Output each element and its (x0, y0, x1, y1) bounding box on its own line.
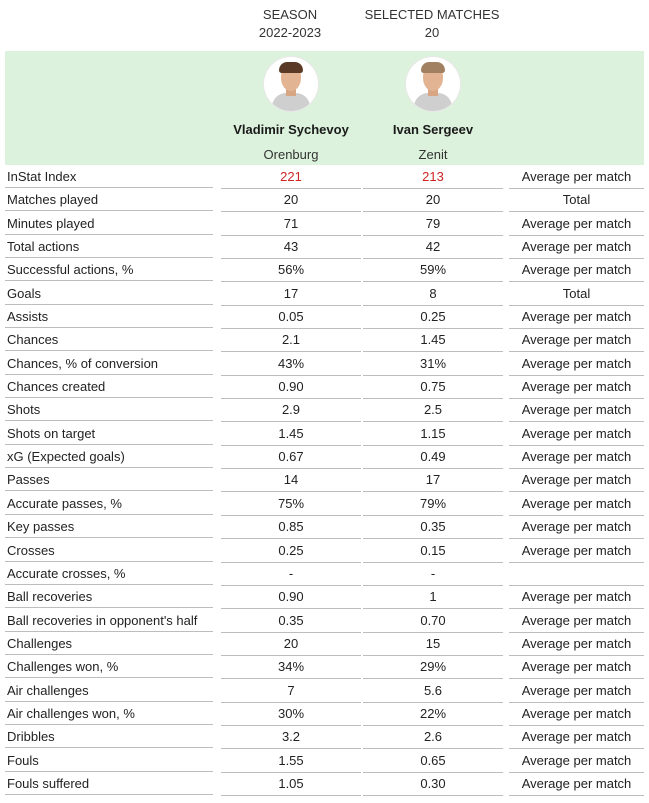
stat-type: Average per match (509, 166, 644, 189)
player-2-value: 1.15 (363, 423, 503, 446)
stat-label: Chances created (5, 376, 213, 398)
player-2-value: 2.6 (363, 726, 503, 749)
player-team: Orenburg (263, 147, 319, 162)
stat-label: Goals (5, 283, 213, 305)
stat-label: Challenges won, % (5, 656, 213, 678)
season-label (224, 6, 356, 42)
player-2-value: 79 (363, 213, 503, 236)
stat-type: Total (509, 189, 644, 212)
player-2-value: 15 (363, 633, 503, 656)
stat-type (509, 563, 644, 586)
player-2-value: 0.25 (363, 306, 503, 329)
player-card-1 (226, 51, 356, 163)
stat-label: Accurate passes, % (5, 493, 213, 515)
player-1-value: 0.90 (221, 586, 361, 609)
table-row (0, 259, 649, 282)
player-1-value: 0.67 (221, 446, 361, 469)
table-row (0, 703, 649, 726)
stat-type: Average per match (509, 703, 644, 726)
player-1-value: 17 (221, 283, 361, 306)
table-row (0, 563, 649, 586)
player-1-value: 34% (221, 656, 361, 679)
table-row (0, 586, 649, 609)
stat-label: Challenges (5, 633, 213, 655)
player-1-value: 1.45 (221, 423, 361, 446)
table-row (0, 423, 649, 446)
stat-label: Ball recoveries in opponent's half (5, 610, 213, 632)
stats-table (0, 166, 649, 796)
season-title: SEASON (262, 7, 318, 22)
player-2-value: 0.65 (363, 750, 503, 773)
avatar (264, 57, 318, 111)
table-row (0, 376, 649, 399)
stat-type: Average per match (509, 540, 644, 563)
player-1-value: 0.85 (221, 516, 361, 539)
stat-label: xG (Expected goals) (5, 446, 213, 468)
stat-label: Minutes played (5, 213, 213, 235)
player-2-value: 0.30 (363, 773, 503, 796)
player-2-value: 0.35 (363, 516, 503, 539)
player-1-value: 0.90 (221, 376, 361, 399)
player-1-value: 0.35 (221, 610, 361, 633)
selected-matches-count: 20 (424, 25, 440, 40)
stat-label: Air challenges (5, 680, 213, 702)
stat-label: Key passes (5, 516, 213, 538)
table-row (0, 773, 649, 796)
table-row (0, 726, 649, 749)
player-1-value: 2.9 (221, 399, 361, 422)
player-1-value: 71 (221, 213, 361, 236)
stat-label: Shots (5, 399, 213, 421)
stat-label: Air challenges won, % (5, 703, 213, 725)
stat-label: Assists (5, 306, 213, 328)
player-1-value: 3.2 (221, 726, 361, 749)
stat-type: Average per match (509, 423, 644, 446)
player-1-value: - (221, 563, 361, 586)
player-1-value: 43 (221, 236, 361, 259)
table-row (0, 610, 649, 633)
table-row (0, 353, 649, 376)
stat-type: Average per match (509, 656, 644, 679)
table-row (0, 633, 649, 656)
player-2-value: 22% (363, 703, 503, 726)
player-2-value: 5.6 (363, 680, 503, 703)
table-row (0, 680, 649, 703)
stat-label: Dribbles (5, 726, 213, 748)
table-row (0, 283, 649, 306)
table-row (0, 213, 649, 236)
player-1-value: 0.05 (221, 306, 361, 329)
player-1-value: 20 (221, 189, 361, 212)
selected-matches-title: SELECTED MATCHES (364, 7, 500, 22)
player-2-value: 29% (363, 656, 503, 679)
player-1-value: 0.25 (221, 540, 361, 563)
player-2-value: 2.5 (363, 399, 503, 422)
stat-type: Average per match (509, 750, 644, 773)
stat-type: Average per match (509, 259, 644, 282)
table-row (0, 166, 649, 189)
stat-label: Passes (5, 469, 213, 491)
stat-type: Average per match (509, 399, 644, 422)
stat-type: Average per match (509, 353, 644, 376)
stat-type: Average per match (509, 376, 644, 399)
player-1-value: 43% (221, 353, 361, 376)
player-2-value: 213 (363, 166, 503, 189)
stat-label: InStat Index (5, 166, 213, 188)
player-1-value: 1.55 (221, 750, 361, 773)
player-2-value: 1.45 (363, 329, 503, 352)
stat-label: Shots on target (5, 423, 213, 445)
stat-label: Total actions (5, 236, 213, 258)
table-row (0, 540, 649, 563)
table-row (0, 306, 649, 329)
stat-type: Average per match (509, 680, 644, 703)
table-row (0, 236, 649, 259)
player-name: Vladimir Sychevoy (233, 122, 349, 137)
stat-label: Successful actions, % (5, 259, 213, 281)
player-2-value: 0.15 (363, 540, 503, 563)
stat-type: Average per match (509, 236, 644, 259)
player-1-value: 1.05 (221, 773, 361, 796)
stat-type: Average per match (509, 633, 644, 656)
player-1-value: 221 (221, 166, 361, 189)
stat-type: Average per match (509, 493, 644, 516)
player-1-value: 56% (221, 259, 361, 282)
table-row (0, 446, 649, 469)
stat-type: Total (509, 283, 644, 306)
table-row (0, 469, 649, 492)
stat-type: Average per match (509, 516, 644, 539)
player-1-value: 2.1 (221, 329, 361, 352)
player-1-value: 14 (221, 469, 361, 492)
stat-label: Fouls (5, 750, 213, 772)
player-1-value: 7 (221, 680, 361, 703)
player-2-value: 31% (363, 353, 503, 376)
stat-type: Average per match (509, 213, 644, 236)
player-2-value: 59% (363, 259, 503, 282)
player-2-value: 8 (363, 283, 503, 306)
selected-matches-label (364, 6, 500, 42)
player-name: Ivan Sergeev (392, 122, 474, 137)
player-2-value: - (363, 563, 503, 586)
season-years: 2022-2023 (258, 25, 322, 40)
stat-type: Average per match (509, 726, 644, 749)
player-1-value: 20 (221, 633, 361, 656)
table-row (0, 189, 649, 212)
stat-type: Average per match (509, 610, 644, 633)
table-row (0, 750, 649, 773)
table-row (0, 399, 649, 422)
player-2-value: 17 (363, 469, 503, 492)
player-2-value: 79% (363, 493, 503, 516)
avatar (406, 57, 460, 111)
player-2-value: 0.75 (363, 376, 503, 399)
stat-label: Accurate crosses, % (5, 563, 213, 585)
table-row (0, 656, 649, 679)
season-header (0, 6, 649, 46)
stat-label: Ball recoveries (5, 586, 213, 608)
stat-type: Average per match (509, 329, 644, 352)
player-2-value: 0.70 (363, 610, 503, 633)
stat-label: Chances, % of conversion (5, 353, 213, 375)
stat-type: Average per match (509, 446, 644, 469)
player-1-value: 30% (221, 703, 361, 726)
player-2-value: 42 (363, 236, 503, 259)
player-card-2 (364, 51, 502, 163)
stat-label: Crosses (5, 540, 213, 562)
stat-type: Average per match (509, 586, 644, 609)
table-row (0, 329, 649, 352)
stat-type: Average per match (509, 469, 644, 492)
stat-label: Chances (5, 329, 213, 351)
stat-type: Average per match (509, 306, 644, 329)
players-band (5, 51, 644, 165)
player-1-value: 75% (221, 493, 361, 516)
stat-label: Fouls suffered (5, 773, 213, 795)
stat-type: Average per match (509, 773, 644, 796)
stat-label: Matches played (5, 189, 213, 211)
player-2-value: 20 (363, 189, 503, 212)
player-team: Zenit (418, 147, 448, 162)
table-row (0, 516, 649, 539)
player-2-value: 1 (363, 586, 503, 609)
player-2-value: 0.49 (363, 446, 503, 469)
table-row (0, 493, 649, 516)
